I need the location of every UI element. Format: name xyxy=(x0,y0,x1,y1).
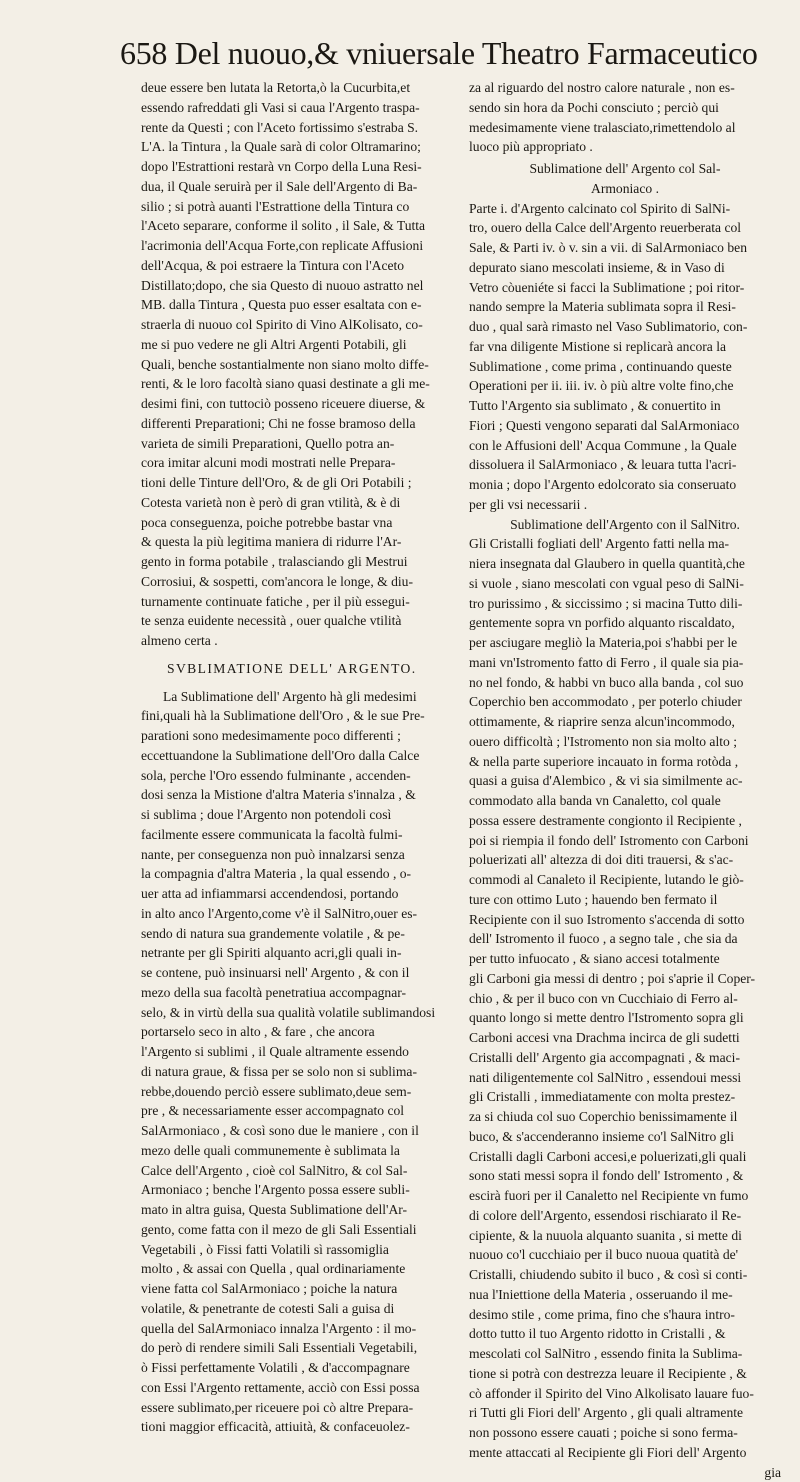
text-line: Operationi per ii. iii. iv. ò più altre volte fino,che xyxy=(469,376,781,396)
text-line: desimi fini, con tuttociò posseno riceuere diuerse, & xyxy=(141,394,459,414)
text-line: tioni maggior efficacità, attiuità, & confaceuolez- xyxy=(141,1417,459,1437)
text-line: Vetro còueniéte si facci la Sublimatione ; poi ritor- xyxy=(469,278,781,298)
text-line: depurato siano mescolati insieme, & in Vaso di xyxy=(469,258,781,278)
text-line: duo , qual sarà rimasto nel Vaso Sublimatorio, con- xyxy=(469,317,781,337)
text-line: ottimamente, & riaprire senza alcun'incommodo, xyxy=(469,712,781,732)
text-line: Sale, & Parti iv. ò v. sin a vii. di SalArmoniaco ben xyxy=(469,238,781,258)
text-line: monia ; dopo l'Argento edolcorato sia conseruato xyxy=(469,475,781,495)
text-line: Recipiente con il suo Istromento s'accenda di sotto xyxy=(469,910,781,930)
text-line: nante, per conseguenza non può innalzarsi senza xyxy=(141,845,459,865)
text-line: Gli Cristalli fogliati dell' Argento fatti nella ma- xyxy=(469,534,781,554)
text-line: mezo delle quali communemente è sublimata la xyxy=(141,1141,459,1161)
text-line: luoco più appropriato . xyxy=(469,137,781,157)
text-line: mato in altra guisa, Questa Sublimatione dell'Ar- xyxy=(141,1200,459,1220)
text-line: desimo stile , come prima, fino che s'haura intro- xyxy=(469,1305,781,1325)
text-line: Sublimatione , come prima , continuando queste xyxy=(469,357,781,377)
text-line: mente attaccati al Recipiente gli Fiori dell' Argento xyxy=(469,1443,781,1463)
text-line: almeno certa . xyxy=(141,631,459,651)
text-line: MB. dalla Tintura , Questa puo esser esaltata con e- xyxy=(141,295,459,315)
subheading-salarmoniaco-line1: Sublimatione dell' Argento col Sal- xyxy=(469,159,781,179)
text-line: sendo di natura sua grandemente volatile , & pe- xyxy=(141,924,459,944)
text-line: turnamente continuate fatiche , per il più essegui- xyxy=(141,592,459,612)
text-line: l'Aceto separare, conforme il solito , il Sale, & Tutta xyxy=(141,216,459,236)
subheading-salarmoniaco-line2: Armoniaco . xyxy=(469,179,781,199)
text-line: dopo l'Estrattioni restarà vn Corpo della Luna Resi- xyxy=(141,157,459,177)
text-line: Parte i. d'Argento calcinato col Spirito di SalNi- xyxy=(469,199,781,219)
text-line: gli Carboni gia messi di dentro ; poi s'aprie il Coper- xyxy=(469,969,781,989)
text-line: di natura graue, & fissa per se solo non si sublima- xyxy=(141,1062,459,1082)
text-line: far vna diligente Mistione si replicarà ancora la xyxy=(469,337,781,357)
text-line: poluerizati all' altezza di doi diti trauersi, & s'ac- xyxy=(469,850,781,870)
text-line: sono stati messi sopra il fondo dell' Istromento , & xyxy=(469,1166,781,1186)
text-line: Vegetabili , ò Fissi fatti Volatili sì rassomiglia xyxy=(141,1240,459,1260)
text-line: rente da Questi ; con l'Aceto fortissimo s'estraba S. xyxy=(141,118,459,138)
text-line: l'Argento si sublimi , il Quale altramente essendo xyxy=(141,1042,459,1062)
text-line: Cristalli dagli Carboni accesi,e poluerizati,gli quali xyxy=(469,1147,781,1167)
text-line: sola, perche l'Oro essendo fulminante , accenden- xyxy=(141,766,459,786)
text-line: si sublima ; doue l'Argento non potendoli così xyxy=(141,805,459,825)
text-line: Cristalli dell' Argento gia accompagnati , & maci- xyxy=(469,1048,781,1068)
text-line: gento, come fatta con il mezo de gli Sali Essentiali xyxy=(141,1220,459,1240)
text-line: l'acrimonia dell'Acqua Forte,con replicate Affusioni xyxy=(141,236,459,256)
page-header: 658 Del nuouo,& vniuersale Theatro Farmaceutico xyxy=(120,26,780,80)
text-line: dell' Istromento il fuoco , a segno tale , che sia da xyxy=(469,929,781,949)
text-line: eccettuandone la Sublimatione dell'Oro dalla Calce xyxy=(141,746,459,766)
text-line: Carboni accesi vna Drachma incirca de gli sudetti xyxy=(469,1028,781,1048)
right-text-block-salnitro xyxy=(469,534,781,1462)
text-line: sendo sin hora da Pochi consciuto ; perciò qui xyxy=(469,98,781,118)
text-line: Cristalli, chiudendo subito il buco , & così si conti- xyxy=(469,1265,781,1285)
text-line: con Essi l'Argento rettamente, acciò con Essi possa xyxy=(141,1378,459,1398)
text-line: te senza euidente necessità , ouer qualche vtilità xyxy=(141,611,459,631)
text-line: poi si riempia il fondo dell' Istromento con Carboni xyxy=(469,831,781,851)
text-line: & questa la più legitima maniera di ridurre l'Ar- xyxy=(141,532,459,552)
text-line: buco, & s'accenderanno insieme co'l SalNitro gli xyxy=(469,1127,781,1147)
text-line: silio ; si potrà auanti l'Estrattione della Tintura co xyxy=(141,197,459,217)
text-line: ture con ottimo Luto ; hauendo ben fermato il xyxy=(469,890,781,910)
text-line: uer atta ad infiammarsi accendendosi, portando xyxy=(141,884,459,904)
text-line: ri Tutti gli Fiori dell' Argento , gli quali altramente xyxy=(469,1403,781,1423)
section-title: SVBLIMATIONE DELL' ARGENTO. xyxy=(141,659,459,679)
text-line: do però di rendere simili Sali Essentiali Vegetabili, xyxy=(141,1338,459,1358)
text-line: commodato alla banda vn Canaletto, col quale xyxy=(469,791,781,811)
text-line: medesimamente viene tralasciato,rimettendolo al xyxy=(469,118,781,138)
text-line: varieta de simili Preparationi, Quello potra an- xyxy=(141,434,459,454)
text-line: za al riguardo del nostro calore naturale , non es- xyxy=(469,78,781,98)
text-line: pre , & necessariamente esser accompagnato col xyxy=(141,1101,459,1121)
catchword: gia xyxy=(469,1463,781,1482)
text-line: deue essere ben lutata la Retorta,ò la Cucurbita,et xyxy=(141,78,459,98)
text-line: La Sublimatione dell' Argento hà gli medesimi xyxy=(141,687,459,707)
text-line: poca conseguenza, poiche potrebbe bastar vna xyxy=(141,513,459,533)
text-line: me si puo vedere ne gli Altri Argenti Potabili, gli xyxy=(141,335,459,355)
text-line: per tutto infuocato , & siano accesi totalmente xyxy=(469,949,781,969)
text-line: cora imitar alcuni modi mostrati nelle Prepara- xyxy=(141,453,459,473)
subheading-salnitro: Sublimatione dell'Argento con il SalNitro. xyxy=(469,515,781,535)
text-line: quella del SalArmoniaco innalza l'Argento : il mo- xyxy=(141,1319,459,1339)
text-line: commodi al Canaleto il Recipiente, lutando le giò- xyxy=(469,870,781,890)
text-line: escirà fuori per il Canaletto nel Recipiente vn fumo xyxy=(469,1186,781,1206)
text-line: essere sublimato,per riceuere poi cò altre Prepara- xyxy=(141,1398,459,1418)
text-line: tro purissimo , & siccissimo ; si macina Tutto dili- xyxy=(469,594,781,614)
right-column xyxy=(469,78,781,1218)
text-line: gento in forma potabile , tralasciando gli Mestrui xyxy=(141,552,459,572)
text-line: dotto tutto il tuo Argento ridotto in Cristalli , & xyxy=(469,1324,781,1344)
text-line: Quali, benche sostantialmente non siano molto diffe- xyxy=(141,355,459,375)
left-column xyxy=(141,78,459,1218)
text-line: netrante per gli Spiriti alquanto acri,gli quali in- xyxy=(141,943,459,963)
text-line: dua, il Quale seruirà per il Sale dell'Argento di Ba- xyxy=(141,177,459,197)
text-line: SalArmoniaco , & così sono due le maniere , con il xyxy=(141,1121,459,1141)
text-line: Distillato;dopo, che sia Questo di nuouo astratto nel xyxy=(141,276,459,296)
text-line: per asciugare megliò la Materia,poi s'habbi per le xyxy=(469,633,781,653)
text-line: tro, ouero della Calce dell'Argento reuerberata col xyxy=(469,218,781,238)
text-line: di colore dell'Argento, essendosi rischiarato il Re- xyxy=(469,1206,781,1226)
text-line: za si chiuda col suo Coperchio benissimamente il xyxy=(469,1107,781,1127)
text-line: Calce dell'Argento , cioè col SalNitro, & col Sal- xyxy=(141,1161,459,1181)
text-line: nati diligentemente col SalNitro , essendoui messi xyxy=(469,1068,781,1088)
text-line: Coperchio ben accommodato , per poterlo chiuder xyxy=(469,692,781,712)
text-line: mescolati col SalNitro , essendo finita la Sublima- xyxy=(469,1344,781,1364)
text-line: quasi a guisa d'Alembico , & vi sia similmente ac- xyxy=(469,771,781,791)
text-line: nua l'Iniettione della Materia , osseruando il me- xyxy=(469,1285,781,1305)
text-line: selo, & in virtù della sua qualità volatile sublimandosi xyxy=(141,1003,459,1023)
text-line: ò Fissi perfettamente Volatili , & d'accompagnare xyxy=(141,1358,459,1378)
text-line: portarselo seco in alto , & fare , che ancora xyxy=(141,1022,459,1042)
text-line: la compagnia d'altra Materia , la qual essendo , o- xyxy=(141,864,459,884)
text-line: fini,quali hà la Sublimatione dell'Oro , & le sue Pre- xyxy=(141,706,459,726)
text-line: Cotesta varietà non è però di gran vtilità, & è di xyxy=(141,493,459,513)
text-line: mani vn'Istromento fatto di Ferro , il quale sia pia- xyxy=(469,653,781,673)
text-line: parationi sono medesimamente poco differenti ; xyxy=(141,726,459,746)
right-text-block-salarmoniaco xyxy=(469,199,781,515)
text-line: dell'Acqua, & poi estraere la Tintura con l'Aceto xyxy=(141,256,459,276)
text-line: cipiente, & la nuuola alquanto suanita , si mette di xyxy=(469,1226,781,1246)
text-line: viene fatta col SalArmoniaco ; poiche la natura xyxy=(141,1279,459,1299)
text-line: Fiori ; Questi vengono separati dal SalArmoniaco xyxy=(469,416,781,436)
text-line: rebbe,douendo perciò essere sublimato,deue sem- xyxy=(141,1082,459,1102)
text-line: Tutto l'Argento sia sublimato , & conuertito in xyxy=(469,396,781,416)
text-line: non possono essere cauati ; poiche si sono ferma- xyxy=(469,1423,781,1443)
text-line: straerla di nuouo col Spirito di Vino AlKolisato, co- xyxy=(141,315,459,335)
text-line: quanto longo si mette dentro l'Istromento sopra gli xyxy=(469,1008,781,1028)
text-line: Corrosiui, & sospetti, com'ancora le longe, & diu- xyxy=(141,572,459,592)
text-line: no nel fondo, & habbi vn buco alla banda , col suo xyxy=(469,673,781,693)
text-line: si vuole , siano mescolati con vgual peso di SalNi- xyxy=(469,574,781,594)
text-line: gentemente sopra vn porfido alquanto riscaldato, xyxy=(469,613,781,633)
text-line: Armoniaco ; benche l'Argento possa essere subli- xyxy=(141,1180,459,1200)
text-line: nando sempre la Materia sublimata sopra il Resi- xyxy=(469,297,781,317)
text-line: differenti Preparationi; Chi ne fosse bramoso della xyxy=(141,414,459,434)
text-line: volatile, & penetrante de cotesti Sali a guisa di xyxy=(141,1299,459,1319)
text-line: niera insegnata dal Glaubero in quella quantità,che xyxy=(469,554,781,574)
text-line: in alto anco l'Argento,come v'è il SalNitro,ouer es- xyxy=(141,904,459,924)
text-line: & nella parte superiore incauato in forma rotòda , xyxy=(469,752,781,772)
right-text-block-continuation xyxy=(469,78,781,157)
text-line: gli Cristalli , immediatamente con molta prestez- xyxy=(469,1087,781,1107)
text-line: nuouo co'l cucchiaio per il buco nuoua quatità de' xyxy=(469,1245,781,1265)
text-line: cò affonder il Spirito del Vino Alkolisato lauare fuo- xyxy=(469,1384,781,1404)
text-line: L'A. la Tintura , la Quale sarà di color Oltramarino; xyxy=(141,137,459,157)
text-line: dosi senza la Mistione d'altra Materia s'innalza , & xyxy=(141,785,459,805)
left-text-block xyxy=(141,78,459,651)
text-line: essendo rafreddati gli Vasi si caua l'Argento traspa- xyxy=(141,98,459,118)
text-line: tione si potrà con destrezza leuare il Recipiente , & xyxy=(469,1364,781,1384)
text-line: mezo della sua facoltà penetratiua accompagnar- xyxy=(141,983,459,1003)
text-line: dissoluera il SalArmoniaco , & leuara tutta l'acri- xyxy=(469,455,781,475)
text-line: renti, & le loro facoltà siano quasi destinate a gli me- xyxy=(141,374,459,394)
text-line: ouero difficoltà ; l'Istromento non sia molto alto ; xyxy=(469,732,781,752)
text-line: tioni delle Tinture dell'Oro, & de gli Ori Potabili ; xyxy=(141,473,459,493)
text-line: se contene, può insinuarsi nell' Argento , & con il xyxy=(141,963,459,983)
text-line: con le Affusioni dell' Acqua Commune , la Quale xyxy=(469,436,781,456)
text-line: facilmente essere communicata la facoltà fulmi- xyxy=(141,825,459,845)
text-line: per gli vsi necessarii . xyxy=(469,495,781,515)
text-line: possa essere destramente congionto il Recipiente , xyxy=(469,811,781,831)
text-line: molto , & assai con Quella , qual ordinariamente xyxy=(141,1259,459,1279)
left-text-block-sublimation xyxy=(141,687,459,1438)
text-line: chio , & per il buco con vn Cucchiaio di Ferro al- xyxy=(469,989,781,1009)
